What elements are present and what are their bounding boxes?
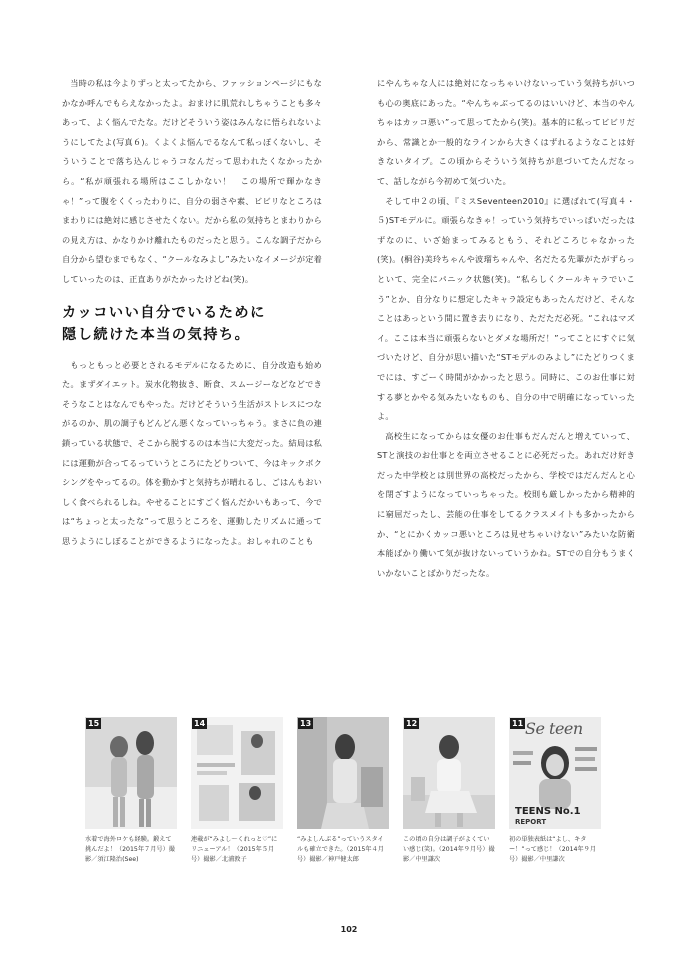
- photo-caption: 水着で海外ロケも経験。鍛えて挑んだよ！（2015年７月号）撮影／須江隆治(See): [85, 836, 175, 863]
- thumbnail-14: [191, 717, 283, 865]
- photo-number: 13: [300, 719, 312, 728]
- cover-subheadline: REPORT: [515, 818, 547, 826]
- photo-caption: “みよしんぶる”っていうスタイルも確立できた。（2015年４月号）撮影／神戸健太郎: [297, 836, 384, 863]
- photo-thumbnails: [85, 717, 605, 897]
- photo-number: 14: [194, 719, 206, 728]
- photo-indoor-style: [297, 717, 389, 829]
- photo-swimsuit: [85, 717, 177, 829]
- cover-headline: TEENS No.1: [515, 806, 581, 817]
- cover-title: Se teen: [525, 719, 583, 738]
- photo-number: 15: [88, 719, 100, 728]
- right-text-column: [377, 74, 635, 583]
- paragraph: にやんちゃな人には絶対になっちゃいけないっていう気持ちがいつも心の奥底にあった。“やんちゃぶってるのはいいけど、本当のやんちゃはカッコ悪い”って思ってたから(笑)。基本的に私ってビビリだから、常識とか一般的なラインから大きくはずれるようなことは好きないタイプ。この頃からそういう気持ちが息づいてたんだなって、話しながら今初めて気づいた。: [377, 78, 635, 186]
- left-text-column: [62, 74, 322, 551]
- photo-caption: この頃の自分は調子がよくていい感じ(笑)。（2014年９月号）撮影／中里謙次: [403, 836, 495, 863]
- photo-caption: 連載が“みよし～くれっと♡”にリニューアル！（2015年５月号）撮影／北浦敦子: [191, 836, 278, 863]
- page-number: 102: [340, 925, 358, 934]
- photo-magazine-page: [191, 717, 283, 829]
- thumbnail-15: [85, 717, 177, 865]
- thumbnail-13: [297, 717, 389, 865]
- thumbnail-11: [509, 717, 601, 865]
- heading-line-1: カッコいい自分でいるために: [62, 304, 266, 321]
- section-heading: [62, 302, 322, 346]
- photo-number: 12: [406, 719, 418, 728]
- paragraph: もっともっと必要とされるモデルになるために、自分改造も始めた。まずダイエット。炭水化物抜き、断食、スムージーなどなどできそうなことはなんでもやった。だけどそういう生活がストレスにつながるのか、肌の調子もどんどん悪くなっていっちゃう。まさに負の連鎖っている状態で、そこから脱するのは本当に大変だった。結局は私には運動が合ってるっていうところにたどりついて、今はキックボクシングをやってるの。体を動かすと気持ちが晴れるし、ごはんもおいしく食べられるしね。やせることにすごく悩んだかいもあって、今では“ちょっと太ったな”って思うところを、運動したリズムに通って思うようにしぼることができるようになったよ。おしゃれのことも: [62, 359, 323, 546]
- photo-number: 11: [512, 719, 524, 728]
- heading-line-2: 隠し続けた本当の気持ち。: [62, 326, 251, 343]
- photo-caption: 初の単独表紙は“よし、キター！”って感じ！（2014年９月号）撮影／中里謙次: [509, 836, 597, 863]
- photo-magazine-cover: [509, 717, 601, 829]
- thumbnail-12: [403, 717, 495, 865]
- paragraph: 高校生になってからは女優のお仕事もだんだんと増えていって、STと演技のお仕事とを両立させることに必死だった。あれだけ好きだった中学校とは別世界の高校だったから、学校ではだんだんと心を閉ざすようになっていっちゃった。校則も厳しかったから精神的に窮屈だったし、芸能の仕事をしてるクラスメイトも多かったからか、“とにかくカッコ悪いところは見せちゃいけない”みたいな防衛本能ばかり働いて気が抜けないっていうかね。STでの自分もうまくいかないことばかりだったな。: [377, 430, 635, 578]
- photo-sitting: [403, 717, 495, 829]
- paragraph: そして中２の頃、『ミスSeventeen2010』に選ばれて(写真４・５)STモデルに。頑張らなきゃ！っていう気持ちでいっぱいだったはずなのに、いざ始まってみるともう、それどころじゃなかった(笑)。(桐谷)美玲ちゃんや波瑠ちゃんや、名だたる先輩がたがずらっといて、完全にパニック状態(笑)。“私らしくクールキャラでいこう”とか、自分なりに想定したキャラ設定もあったんだけど、そんなことはあっという間に置き去りになり、ただただ必死。“これはマズイ。ここは本当に頑張らないとダメな場所だ！”ってことにすぐに気づいたけど、自分が思い描いた“STモデルのみよし”にたどりつくまでには、すごーく時間がかかったと思う。同時に、このお仕事に対する夢とかやる気みたいなものも、自分の中で明確になっていったよ。: [377, 195, 635, 422]
- paragraph: 当時の私は今よりずっと太ってたから、ファッションページにもなかなか呼んでもらえなかったよ。おまけに肌荒れしちゃうことも多々あって、よく悩んでたな。だけどそういう姿はみんなに悟られないようにしてたよ(写真６)。くよくよ悩んでるなんて私っぽくないし、そういうことで落ち込んじゃうコなんだって思われたくなかったから。“私が頑張れる場所はここしかない！ この場所で輝かなきゃ！”って腹をくくったわりに、自分の弱さや素、ビビリなところはまわりには絶対に感じさせたくない。だから私の気持ちとまわりからの見え方は、かなりかけ離れたものだったと思う。こんな調子だから自分から望むまでもなく、“クールなみよし”みたいなイメージが定着していったのは、正直ありがたかったけどね(笑)。: [62, 78, 323, 284]
